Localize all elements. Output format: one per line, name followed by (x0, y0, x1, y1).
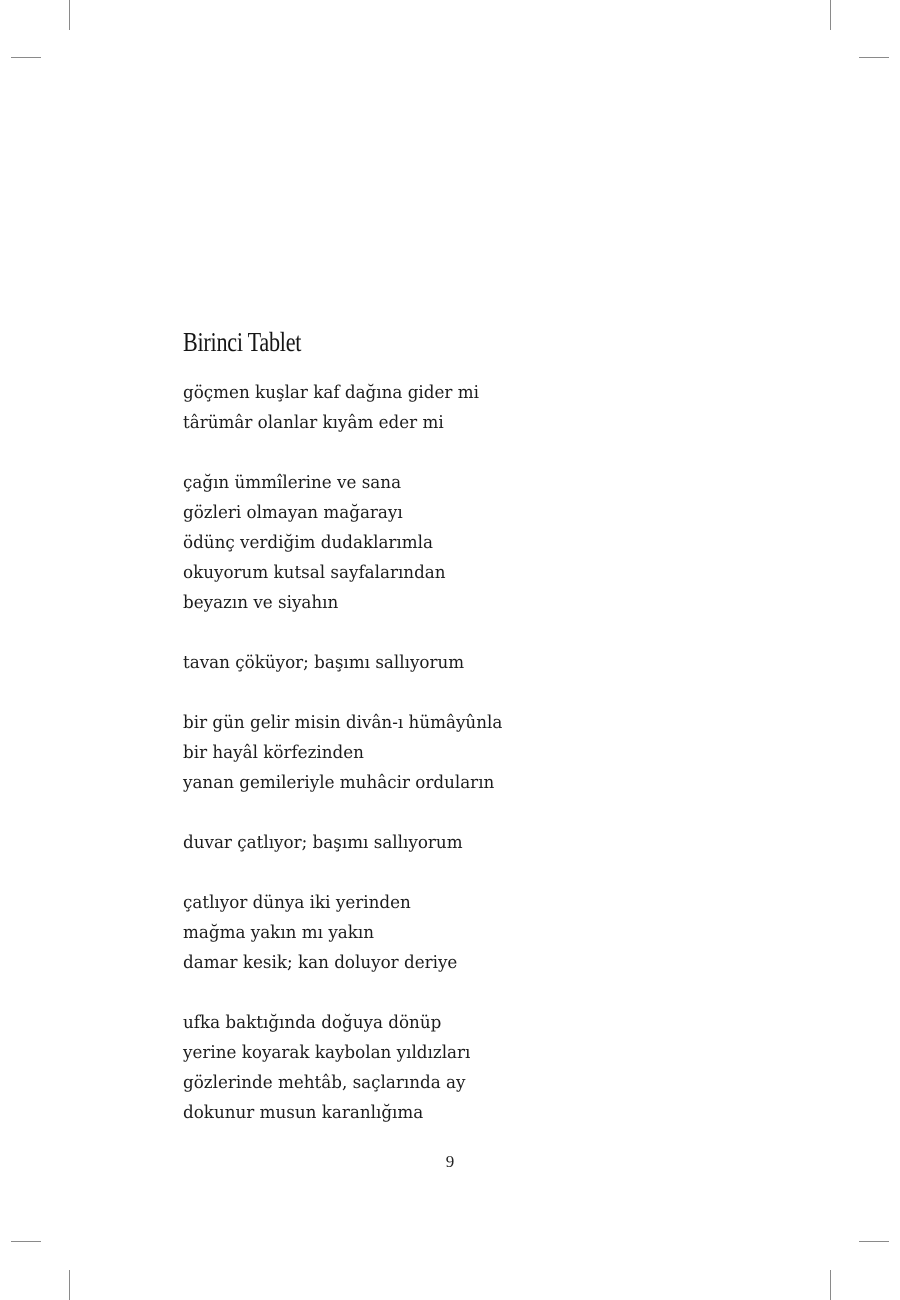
poem-line: çağın ümmîlerine ve sana (183, 472, 402, 493)
poem-line: ödünç verdiğim dudaklarımla (183, 532, 433, 553)
crop-mark (11, 57, 41, 58)
stanza (183, 828, 743, 858)
stanza (183, 468, 743, 618)
page-number: 9 (445, 1152, 455, 1171)
poem-line: ufka baktığında doğuya dönüp (183, 1012, 442, 1033)
poem-line: yerine koyarak kaybolan yıldızları (183, 1042, 471, 1063)
stanza (183, 648, 743, 678)
poem-line: târümâr olanlar kıyâm eder mi (183, 412, 444, 433)
crop-mark (69, 0, 70, 30)
poem-line: bir gün gelir misin divân-ı hümâyûnla (183, 712, 503, 733)
crop-mark (830, 1270, 831, 1300)
stanza (183, 708, 743, 798)
poem-line: yanan gemileriyle muhâcir orduların (183, 772, 495, 793)
poem-title: Birinci Tablet (183, 327, 302, 357)
crop-mark (830, 0, 831, 30)
poem-line: gözleri olmayan mağarayı (183, 502, 403, 523)
poem-line: çatlıyor dünya iki yerinden (183, 892, 411, 913)
poem-line: damar kesik; kan doluyor deriye (183, 952, 458, 973)
poem-line: tavan çöküyor; başımı sallıyorum (183, 652, 465, 673)
crop-mark (69, 1270, 70, 1300)
poem-line: bir hayâl körfezinden (183, 742, 364, 763)
poem-line: gözlerinde mehtâb, saçlarında ay (183, 1072, 466, 1093)
stanza (183, 378, 743, 438)
poem-line: beyazın ve siyahın (183, 592, 339, 613)
poem-line: göçmen kuşlar kaf dağına gider mi (183, 382, 479, 403)
crop-mark (859, 57, 889, 58)
crop-mark (11, 1241, 41, 1242)
poem-line: duvar çatlıyor; başımı sallıyorum (183, 832, 463, 853)
stanza (183, 888, 743, 978)
poem (183, 326, 743, 1128)
crop-mark (859, 1241, 889, 1242)
poem-line: dokunur musun karanlığıma (183, 1102, 424, 1123)
poem-line: mağma yakın mı yakın (183, 922, 375, 943)
stanza (183, 1008, 743, 1128)
poem-line: okuyorum kutsal sayfalarından (183, 562, 446, 583)
